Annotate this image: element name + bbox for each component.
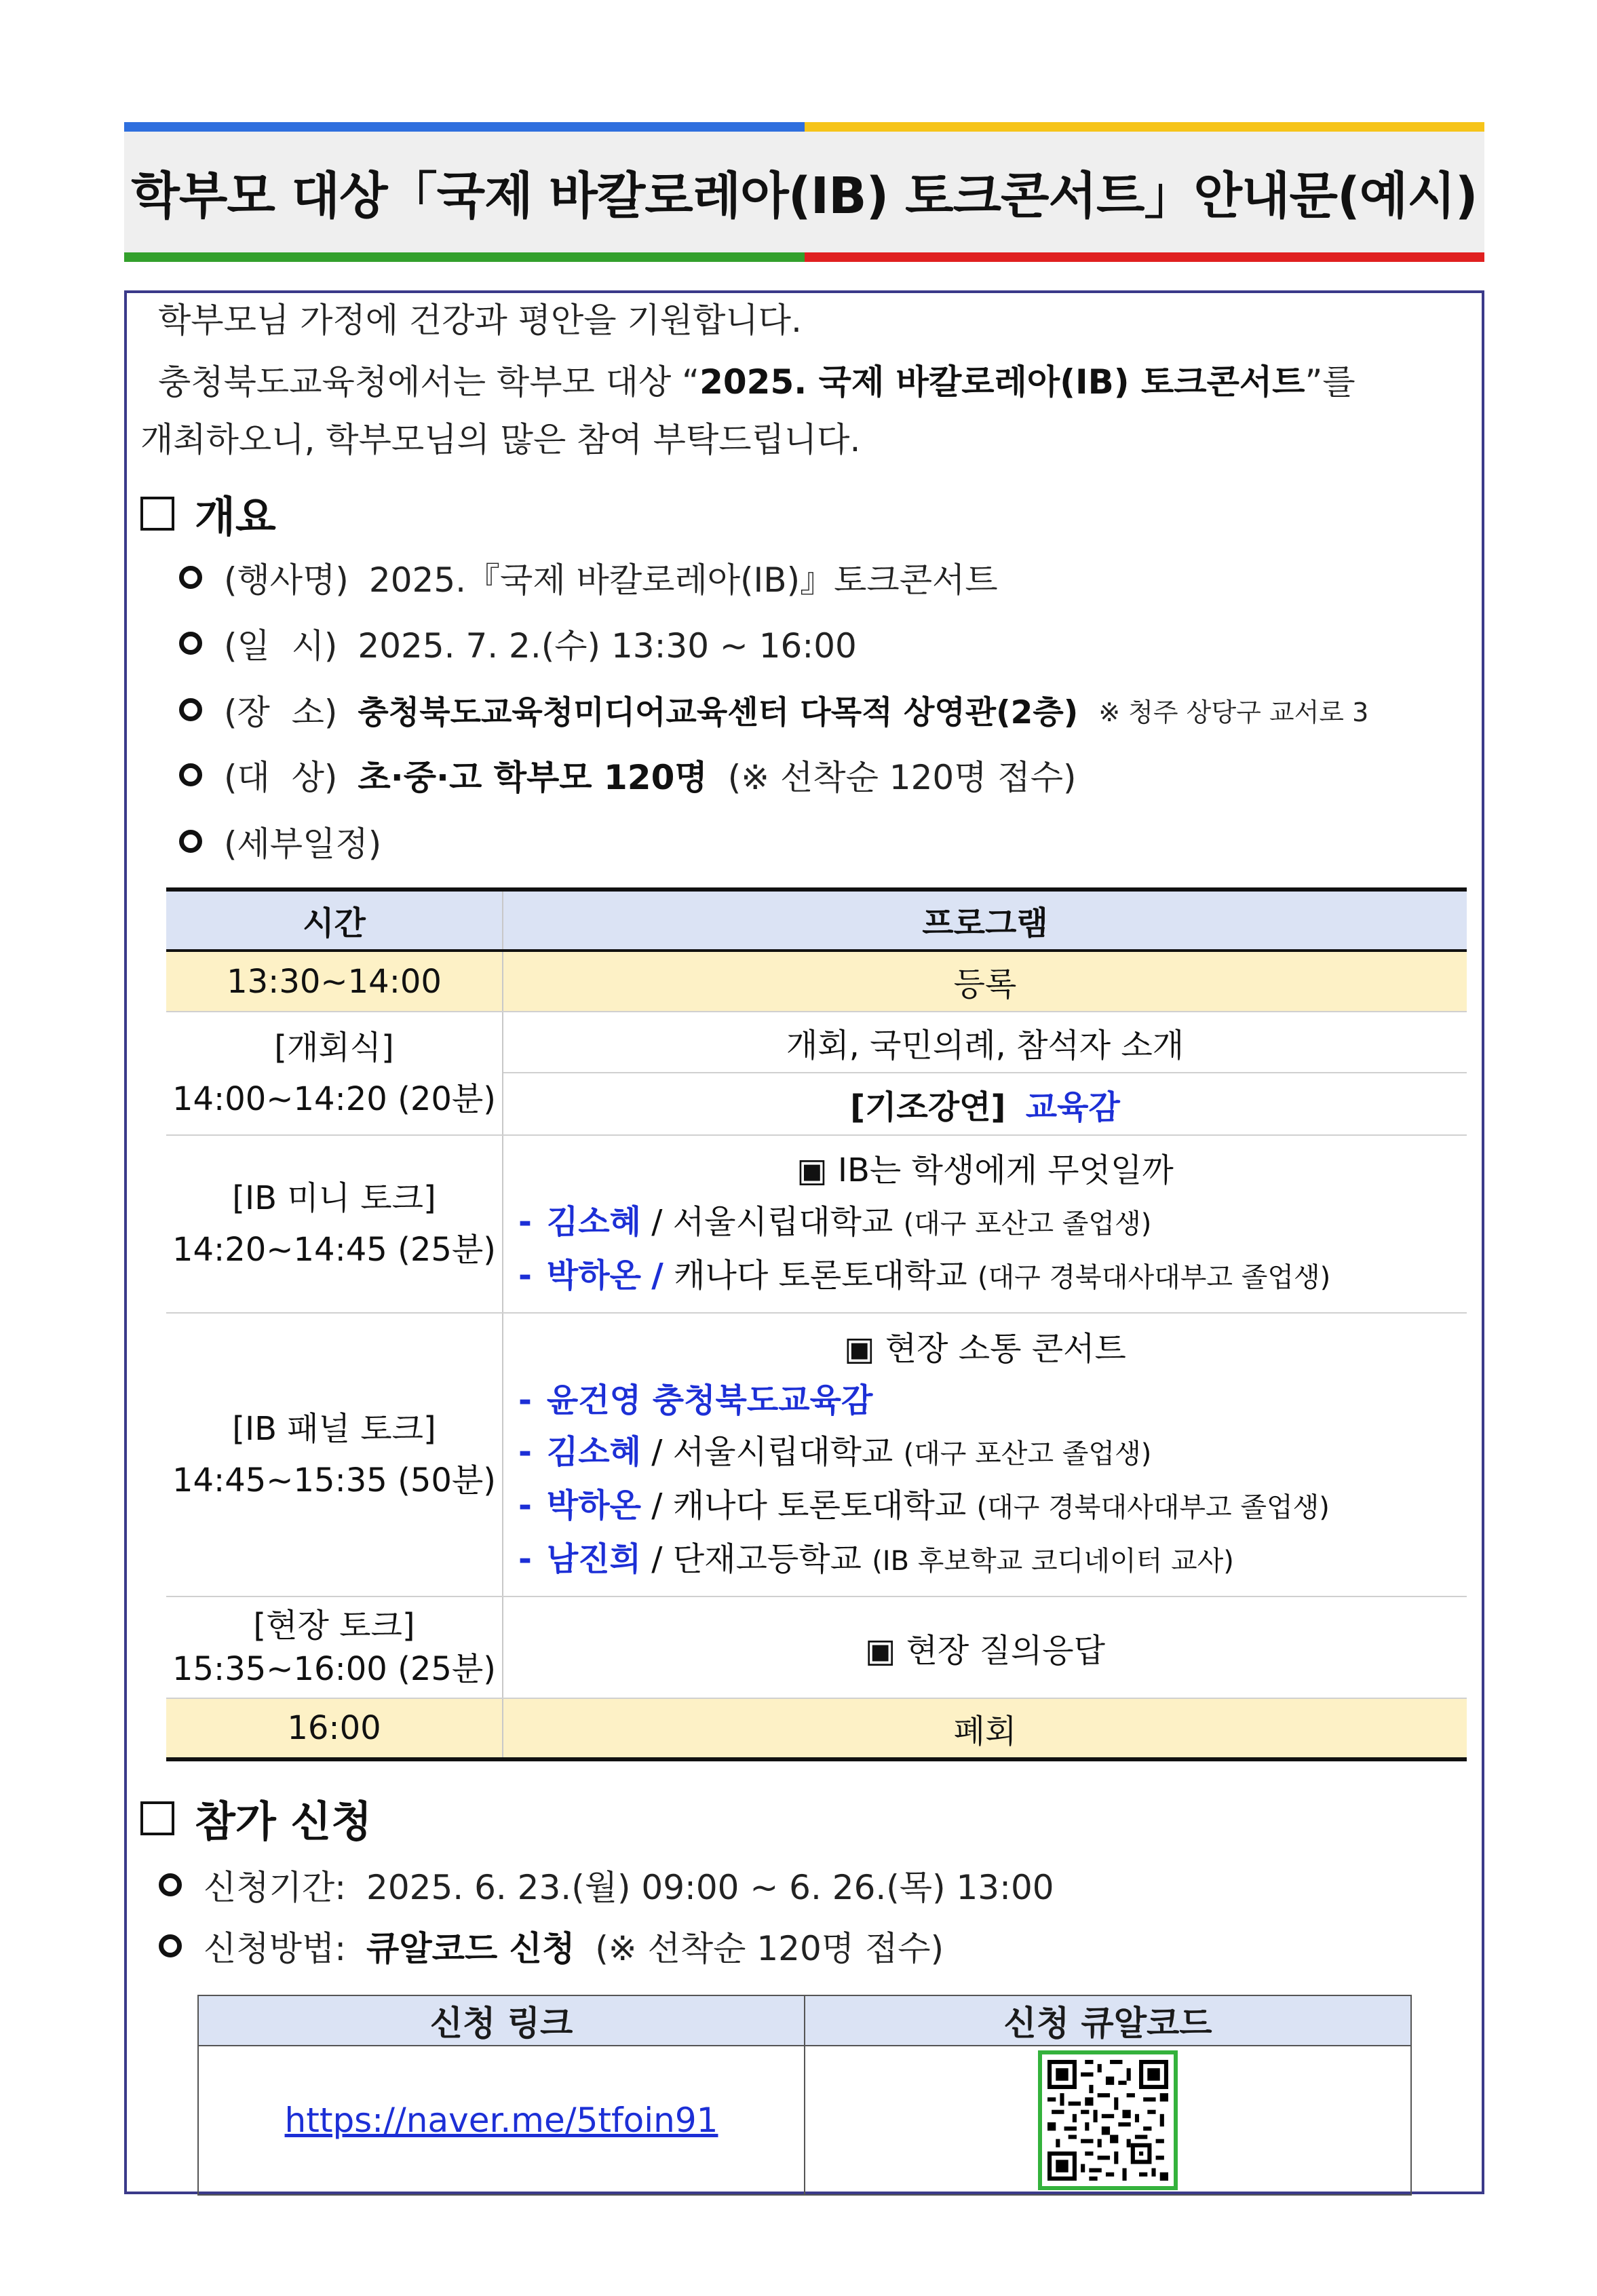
- schedule-time: [IB 패널 토크] 14:45~15:35 (50분): [166, 1313, 503, 1596]
- circle-bullet-icon: [159, 1873, 182, 1896]
- schedule-program: ▣ IB는 학생에게 무엇일까 - 김소혜 / 서울시립대학교 (대구 포산고 졸업생) - 박하온 / 캐나다 토론토대학교 (대구 경북대사대부고 졸업생): [503, 1135, 1467, 1313]
- qr-code-icon[interactable]: [1038, 2050, 1178, 2190]
- title-banner: [124, 122, 1484, 262]
- apply-link-cell: [198, 2046, 805, 2195]
- apply-header-link: 신청 링크: [198, 1995, 805, 2046]
- schedule-time: [개회식] 14:00~14:20 (20분): [166, 1012, 503, 1135]
- schedule-row: [166, 1012, 1467, 1073]
- intro-line-2: 충청북도교육청에서는 학부모 대상 “2025. 국제 바칼로레아(IB) 토크콘서트”를: [158, 362, 1355, 402]
- speaker-item: - 김소혜 / 서울시립대학교 (대구 포산고 졸업생): [518, 1203, 1152, 1241]
- apply-link[interactable]: https://naver.me/5tfoin91: [284, 2101, 718, 2140]
- title-bar-green: [124, 252, 805, 262]
- speaker-list: [503, 1196, 1467, 1303]
- apply-qr-cell: [805, 2046, 1411, 2195]
- schedule-row: [166, 951, 1467, 1012]
- schedule-program: [기조강연] 교육감: [503, 1073, 1467, 1135]
- schedule-program: 폐회: [503, 1698, 1467, 1759]
- schedule-program: 개회, 국민의례, 참석자 소개: [503, 1012, 1467, 1073]
- intro-line-1: 학부모님 가정에 건강과 평안을 기원합니다.: [158, 301, 802, 340]
- schedule-program: ▣ 현장 질의응답: [503, 1596, 1467, 1698]
- overview-item-target: (대 상) 초·중·고 학부모 120명 (※ 선착순 120명 접수): [179, 750, 1077, 799]
- apply-table: [197, 1995, 1412, 2196]
- schedule-time: 13:30~14:00: [166, 951, 503, 1012]
- schedule-table: [166, 887, 1467, 1761]
- checkbox-square-icon: [140, 1801, 174, 1835]
- overview-item-place: (장 소) 충청북도교육청미디어교육센터 다목적 상영관(2층) ※ 청주 상당구 교서로 3: [179, 685, 1368, 734]
- schedule-row: [166, 1698, 1467, 1759]
- schedule-row: [166, 1596, 1467, 1698]
- speaker-list: [503, 1375, 1467, 1587]
- circle-bullet-icon: [179, 763, 202, 786]
- speaker-item: - 박하온 / 캐나다 토론토대학교 (대구 경북대사대부고 졸업생): [518, 1486, 1330, 1525]
- overview-item-datetime: (일 시) 2025. 7. 2.(수) 13:30 ~ 16:00: [179, 619, 857, 668]
- schedule-time: 16:00: [166, 1698, 503, 1759]
- title-bar-red: [805, 252, 1484, 262]
- circle-bullet-icon: [179, 566, 202, 589]
- speaker-item: - 김소혜 / 서울시립대학교 (대구 포산고 졸업생): [518, 1432, 1152, 1471]
- circle-bullet-icon: [179, 632, 202, 655]
- title-bar-yellow: [805, 122, 1484, 132]
- schedule-row: [166, 1313, 1467, 1596]
- title-bar-blue: [124, 122, 805, 132]
- schedule-header-program: 프로그램: [503, 889, 1467, 951]
- schedule-header-time: 시간: [166, 889, 503, 951]
- apply-method: 신청방법: 큐알코드 신청 (※ 선착순 120명 접수): [159, 1921, 944, 1970]
- circle-bullet-icon: [179, 698, 202, 721]
- overview-item-name: (행사명) 2025.『국제 바칼로레아(IB)』토크콘서트: [179, 553, 998, 602]
- speaker-item: - 남진희 / 단재고등학교 (IB 후보학교 코디네이터 교사): [518, 1539, 1234, 1578]
- schedule-time: [IB 미니 토크] 14:20~14:45 (25분): [166, 1135, 503, 1313]
- speaker-item: - 윤건영 충청북도교육감: [518, 1381, 873, 1419]
- checkbox-square-icon: [140, 497, 174, 531]
- circle-bullet-icon: [179, 830, 202, 853]
- schedule-row: [166, 1135, 1467, 1313]
- overview-item-schedule: (세부일정): [179, 817, 381, 866]
- intro-line-3: 개최하오니, 학부모님의 많은 참여 부탁드립니다.: [140, 420, 861, 459]
- schedule-program: ▣ 현장 소통 콘서트 - 윤건영 충청북도교육감 - 김소혜 / 서울시립대학교 (대구 포산고 졸업생) - 박하온 / 캐나다 토론토대학교 (대구 경북대사대부고 졸업생) - 남진희 / 단재고등학교 (IB 후보학교 코디네이터 교사): [503, 1313, 1467, 1596]
- apply-period: 신청기간: 2025. 6. 23.(월) 09:00 ~ 6. 26.(목) 13:00: [159, 1860, 1054, 1909]
- schedule-time: [현장 토크] 15:35~16:00 (25분): [166, 1596, 503, 1698]
- apply-row: [198, 2046, 1411, 2195]
- section-overview: 개요: [140, 483, 276, 543]
- apply-header-row: [198, 1995, 1411, 2046]
- circle-bullet-icon: [159, 1934, 182, 1957]
- speaker-item: - 박하온 / 캐나다 토론토대학교 (대구 경북대사대부고 졸업생): [518, 1257, 1331, 1295]
- schedule-header-row: [166, 889, 1467, 951]
- page-title: 학부모 대상「국제 바칼로레아(IB) 토크콘서트」안내문(예시): [131, 167, 1478, 225]
- section-apply: 참가 신청: [140, 1788, 372, 1848]
- apply-header-qr: 신청 큐알코드: [805, 1995, 1411, 2046]
- schedule-program: 등록: [503, 951, 1467, 1012]
